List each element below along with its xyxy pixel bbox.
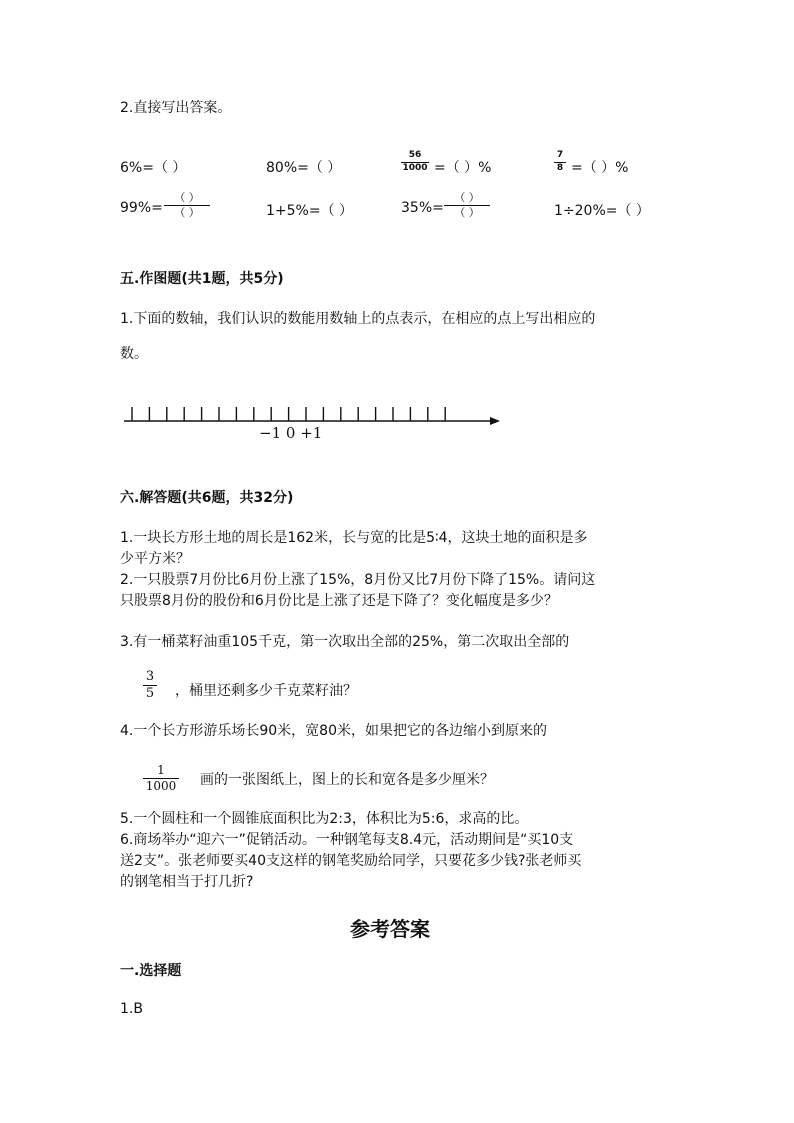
fraction-denominator: （ ） xyxy=(454,206,480,220)
answers-title: 参考答案 xyxy=(350,917,430,941)
section-5-question-line2: 数。 xyxy=(120,346,148,362)
problem-6-line3: 的钢笔相当于打几折? xyxy=(120,874,254,890)
number-line-labels: −1 0 +1 xyxy=(259,424,323,442)
fraction-denominator: 8 xyxy=(556,162,564,173)
fraction-denominator: 1000 xyxy=(145,779,177,794)
fraction-denominator: 5 xyxy=(145,686,155,702)
fraction-numerator: 1 xyxy=(157,763,165,777)
fraction-denominator: 1000 xyxy=(402,162,428,173)
answers-section-1-heading: 一.选择题 xyxy=(120,963,182,979)
fraction-numerator: （ ） xyxy=(174,191,200,204)
problem-6-line2: 送2支”。张老师要买40支这样的钢笔奖励给同学，只要花多少钱?张老师买 xyxy=(120,853,582,869)
fraction-3-5 xyxy=(143,670,157,702)
fraction-numerator: （ ） xyxy=(454,191,480,204)
fraction-numerator: 56 xyxy=(408,150,422,160)
problem-4-line2: 画的一张图纸上，图上的长和宽各是多少厘米？ xyxy=(200,772,494,788)
problem-4-line1: 4.一个长方形游乐场长90米，宽80米，如果把它的各边缩小到原来的 xyxy=(120,723,547,739)
fraction-7-8 xyxy=(554,151,566,174)
section-6-heading: 六.解答题(共6题，共32分) xyxy=(120,490,294,506)
problem-80-percent: 80%=（ ） xyxy=(266,160,342,176)
blank-fraction-99 xyxy=(164,192,210,219)
problem-3-line2: ，桶里还剩多少千克菜籽油？ xyxy=(175,683,357,699)
problem-2-line2: 只股票8月份的股份和6月份比是上涨了还是下降了？变化幅度是多少？ xyxy=(120,593,558,609)
problem-1-line2: 少平方米？ xyxy=(120,551,190,567)
section-5-question-line1: 1.下面的数轴，我们认识的数能用数轴上的点表示，在相应的点上写出相应的 xyxy=(120,311,596,327)
section-5-heading: 五.作图题(共1题，共5分) xyxy=(120,271,284,287)
fraction-denominator: （ ） xyxy=(174,206,200,220)
problem-99-percent: 99%= xyxy=(120,200,163,216)
problem-3-line1: 3.有一桶菜籽油重105千克，第一次取出全部的25%，第二次取出全部的 xyxy=(120,634,570,650)
problem-7-8-tail: =（ ）% xyxy=(571,160,629,176)
problem-56-1000-tail: =（ ）% xyxy=(434,160,492,176)
problem-6-percent: 6%=（ ） xyxy=(120,160,187,176)
fraction-1-1000 xyxy=(143,764,179,793)
answer-1: 1.B xyxy=(120,1001,143,1017)
problem-1-plus-5-percent: 1+5%=（ ） xyxy=(266,203,354,219)
problem-6-line1: 6.商场举办“迎六一”促销活动。一种钢笔每支8.4元，活动期间是“买10支 xyxy=(120,832,574,848)
problem-5: 5.一个圆柱和一个圆锥底面积比为2:3，体积比为5:6，求高的比。 xyxy=(120,811,529,827)
blank-fraction-35 xyxy=(444,192,490,219)
number-line-ticks xyxy=(132,407,445,421)
fraction-numerator: 3 xyxy=(145,669,155,684)
problem-1-line1: 1.一块长方形土地的周长是162米，长与宽的比是5∶4，这块土地的面积是多 xyxy=(120,530,588,546)
fraction-56-1000 xyxy=(401,151,429,174)
problem-1-div-20-percent: 1÷20%=（ ） xyxy=(554,203,650,219)
fraction-numerator: 7 xyxy=(556,150,564,160)
arrow-right-icon xyxy=(490,417,500,425)
problem-35-percent: 35%= xyxy=(401,200,444,216)
question-2-title: 2.直接写出答案。 xyxy=(120,100,232,116)
problem-2-line1: 2.一只股票7月份比6月份上涨了15%，8月份又比7月份下降了15%。请问这 xyxy=(120,572,596,588)
